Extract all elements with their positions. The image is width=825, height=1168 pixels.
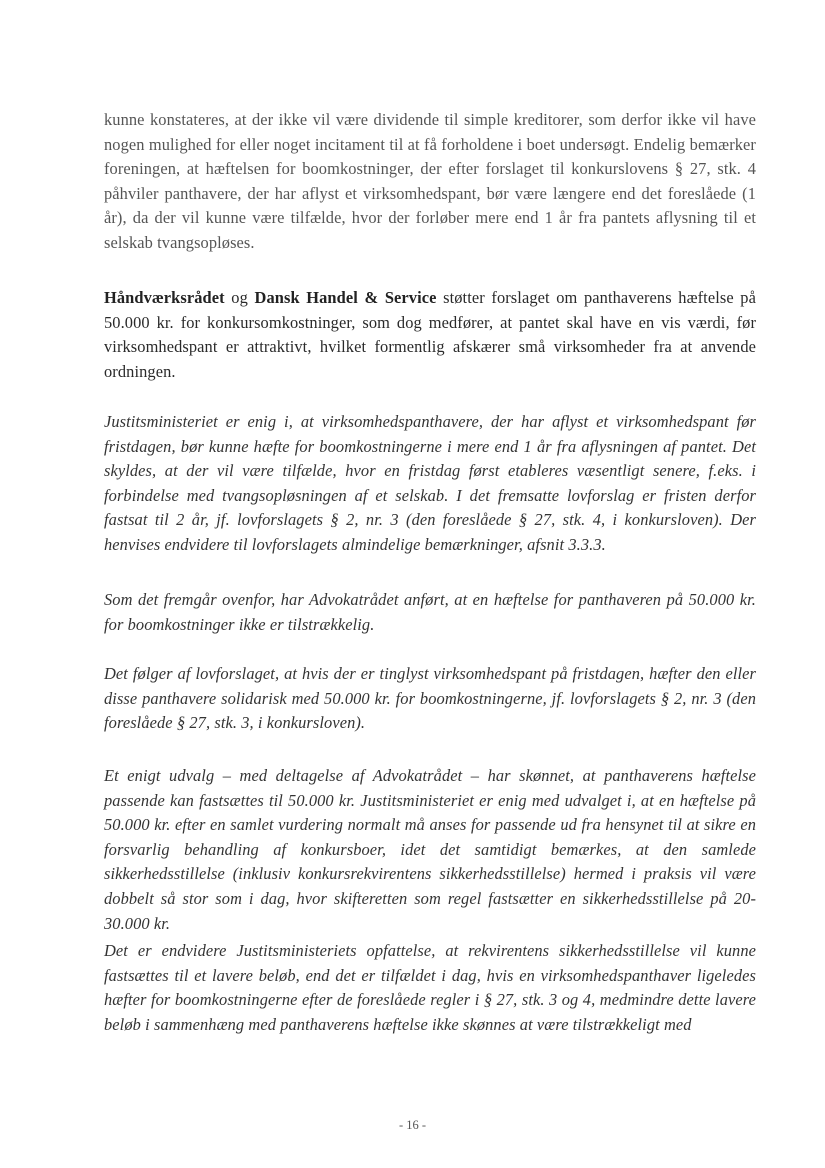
page-number: - 16 - <box>398 1118 427 1132</box>
paragraph-advokatraadet-view: Som det fremgår ovenfor, har Advokatrådet anført, at en hæftelse for panthaveren på 50.000 kr. for boomkostninger ikke er tilstrækkelig. <box>104 590 756 634</box>
paragraph-committee-assessment: Et enigt udvalg – med deltagelse af Advokatrådet – har skønnet, at panthaverens hæftelse passende kan fastsættes til 50.000 kr. Justitsministeriet er enig med udvalget i, at en hæftelse på 50.000 kr. efter en samlet vurdering normalt må anses for passende ud fra hensynet til at sikre en forsvarlig behandling af konkursboer, idet det samtidigt bemærkes, at den samlede sikkerhedsstillelse (inklusiv konkursrekvirentens sikkerhedsstillelse) hermed i praksis vil være dobbelt så stor som i dag, hvor skifteretten som regel fastsætter en sikkerhedsstillelse på 20-30.000 kr. <box>104 766 756 933</box>
connector-text: og <box>224 288 255 307</box>
org-dansk-handel-service: Dansk Handel & Service <box>254 288 437 307</box>
org-haandvaerksraadet: Håndværksrådet <box>104 288 225 307</box>
support-text: støtter forslaget om panthaverens hæftelse på 50.000 kr. for konkursomkostninger, som dog medfører, at pantet skal have en vis værdi, før virksomhedspant er attraktivt, hvilket formentlig afskærer små virksomheder fra at anvende ordningen. <box>104 288 756 381</box>
paragraph-ministry-agrees-period: Justitsministeriet er enig i, at virksomhedspanthavere, der har aflyst et virksomhedspant før fristdagen, bør kunne hæfte for boomkostningerne i mere end 1 år fra aflysningen af pantet. Det skyldes, at der vil være tilfælde, hvor en fristdag først etableres væsentligt senere, f.eks. i forbindelse med tvangsopløsningen af et selskab. I det fremsatte lovforslag er fristen derfor fastsat til 2 år, jf. lovforslagets § 2, nr. 3 (den foreslåede § 27, stk. 4, i konkursloven). Der henvises endvidere til lovforslagets almindelige bemærkninger, afsnit 3.3.3. <box>104 412 756 554</box>
paragraph-creditor-remarks: kunne konstateres, at der ikke vil være dividende til simple kreditorer, som derfor ikke vil have nogen mulighed for eller noget incitament til at få forholdene i boet undersøgt. Endelig bemærker foreningen, at hæftelsen for boomkostninger, der efter forslaget til konkurslovens § 27, stk. 4 påhviler panthavere, der har aflyst et virksomhedspant, bør være længere end det foreslåede (1 år), da der vil kunne være tilfælde, hvor der forløber mere end 1 år fra pantets aflysning til et selskab tvangsopløses. <box>104 110 756 252</box>
paragraph-organizations-support <box>104 286 756 384</box>
paragraph-joint-liability: Det følger af lovforslaget, at hvis der er tinglyst virksomhedspant på fristdagen, hæfter den eller disse panthavere solidarisk med 50.000 kr. for boomkostningerne, jf. lovforslagets § 2, nr. 3 (den foreslåede § 27, stk. 3, i konkursloven). <box>104 664 756 733</box>
paragraph-ministry-opinion: Det er endvidere Justitsministeriets opfattelse, at rekvirentens sikkerhedsstillelse vil kunne fastsættes til et lavere beløb, end det er tilfældet i dag, hvis en virksomhedspanthaver ligeledes hæfter for boomkostningerne efter de foreslåede regler i § 27, stk. 3 og 4, medmindre dette lavere beløb i sammenhæng med panthaverens hæftelse ikke skønnes at være tilstrækkeligt med <box>104 941 756 1034</box>
